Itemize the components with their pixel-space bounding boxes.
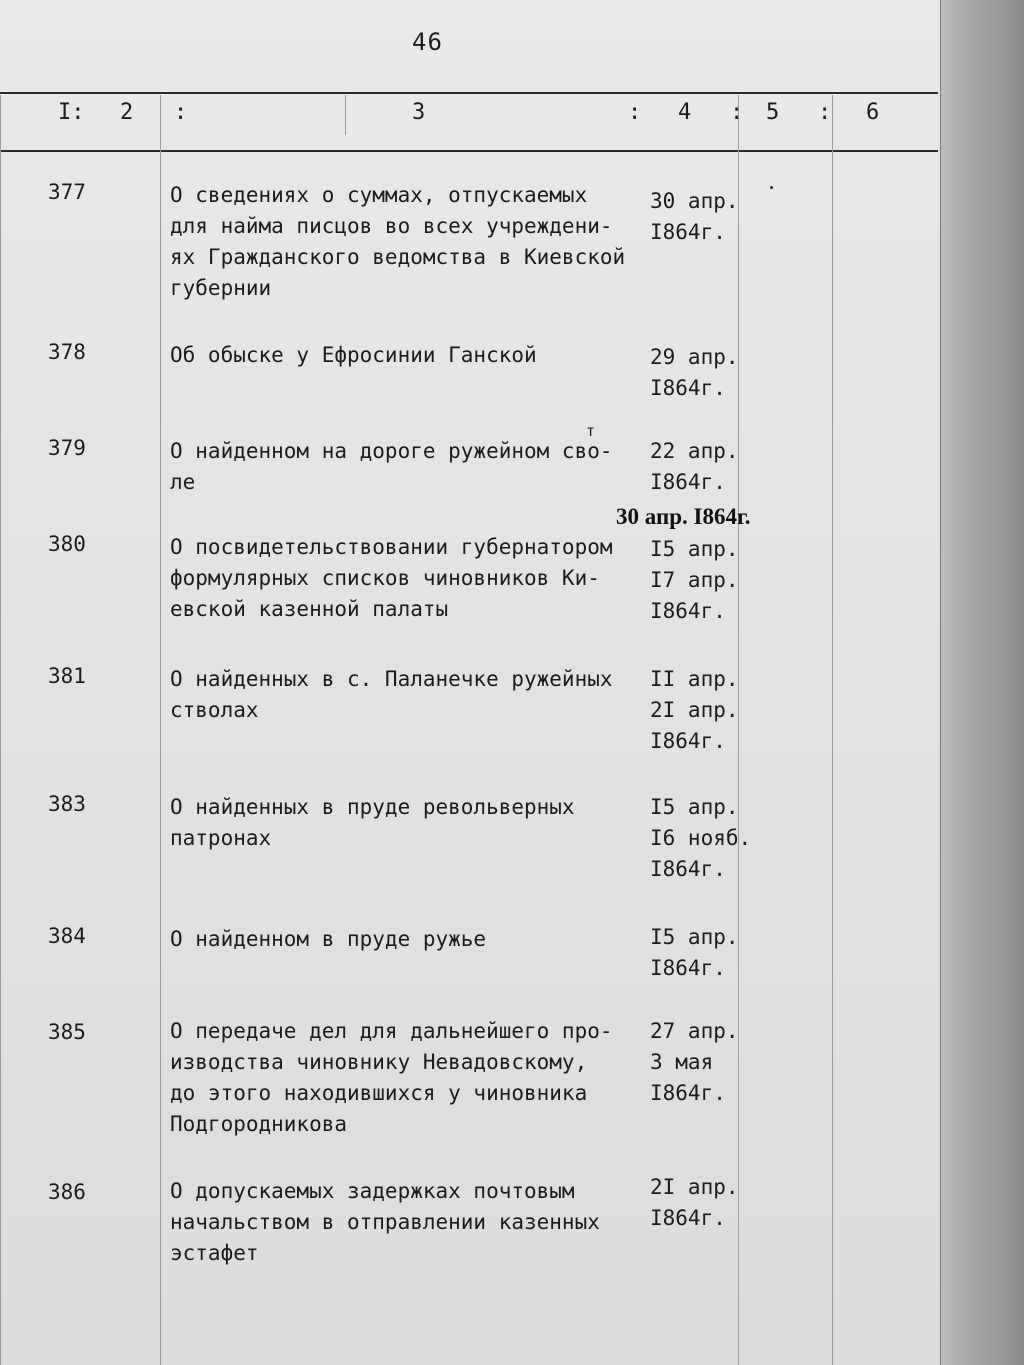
column-divider: [0, 95, 1, 1365]
page-number: 46: [412, 28, 443, 56]
header-col5: 5: [766, 100, 780, 125]
entry-title: О передаче дел для дальнейшего про- изводства чиновнику Невадовскому, до этого находившихся у чиновника Подгородникова: [170, 1019, 613, 1136]
entry-dates: 22 апр. I864г.: [650, 439, 739, 494]
header-col1: I:: [58, 100, 85, 125]
ink-dot: [770, 186, 773, 189]
entry-number: 377: [48, 180, 86, 204]
entry-dates: I5 апр. I864г.: [650, 925, 739, 980]
column-divider: [832, 95, 833, 1365]
date-stamp: 30 апр. I864г.: [616, 504, 751, 529]
header-col6: 6: [866, 100, 880, 125]
entry-dates: I5 апр. I6 нояб. I864г.: [650, 795, 752, 881]
header-sep2: :: [628, 100, 642, 125]
entry-number: 381: [48, 664, 86, 688]
entry-title: О найденных в с. Паланечке ружейных стволах: [170, 667, 613, 722]
entry-number: 384: [48, 924, 86, 948]
header-top-rule: [0, 92, 938, 94]
header-col2: 2: [120, 100, 134, 125]
entry-title: О найденном в пруде ружье: [170, 927, 487, 951]
entry-number: 385: [48, 1020, 86, 1044]
entry-title: О допускаемых задержках почтовым начальством в отправлении казенных эстафет: [170, 1179, 600, 1265]
entry-number: 380: [48, 532, 86, 556]
header-sep4: :: [818, 100, 832, 125]
column-divider: [160, 95, 161, 1365]
entry-title: Об обыске у Ефросинии Ганской: [170, 343, 537, 367]
entry-number: 383: [48, 792, 86, 816]
entry-title: О посвидетельствовании губернатором формулярных списков чиновников Ки- евской казенной палаты: [170, 535, 613, 621]
page-edge: [940, 0, 1024, 1365]
header-sep1: :: [174, 100, 188, 125]
entry-dates: I5 апр. I7 апр. I864г.: [650, 537, 739, 623]
entry-number: 386: [48, 1180, 86, 1204]
correction-mark: т: [586, 422, 596, 440]
column-divider: [345, 95, 346, 135]
entry-dates: 2I апр. I864г.: [650, 1175, 739, 1230]
entry-title: О найденных в пруде револьверных патронах: [170, 795, 575, 850]
entry-number: 379: [48, 436, 86, 460]
entry-title: О найденном на дороге ружейном сво- ле: [170, 439, 613, 494]
header-sep3: :: [730, 100, 744, 125]
entry-dates: 30 апр. I864г.: [650, 189, 739, 244]
entry-dates: 27 апр. 3 мая I864г.: [650, 1019, 739, 1105]
header-col4: 4: [678, 100, 692, 125]
entry-dates: II апр. 2I апр. I864г.: [650, 667, 739, 753]
entry-title: О сведениях о суммах, отпускаемых для найма писцов во всех учреждени- ях Гражданского ведомства в Киевской губернии: [170, 183, 626, 300]
entry-dates: 29 апр. I864г.: [650, 345, 739, 400]
header-col3: 3: [412, 100, 426, 125]
entry-number: 378: [48, 340, 86, 364]
header-bottom-rule: [0, 150, 938, 152]
